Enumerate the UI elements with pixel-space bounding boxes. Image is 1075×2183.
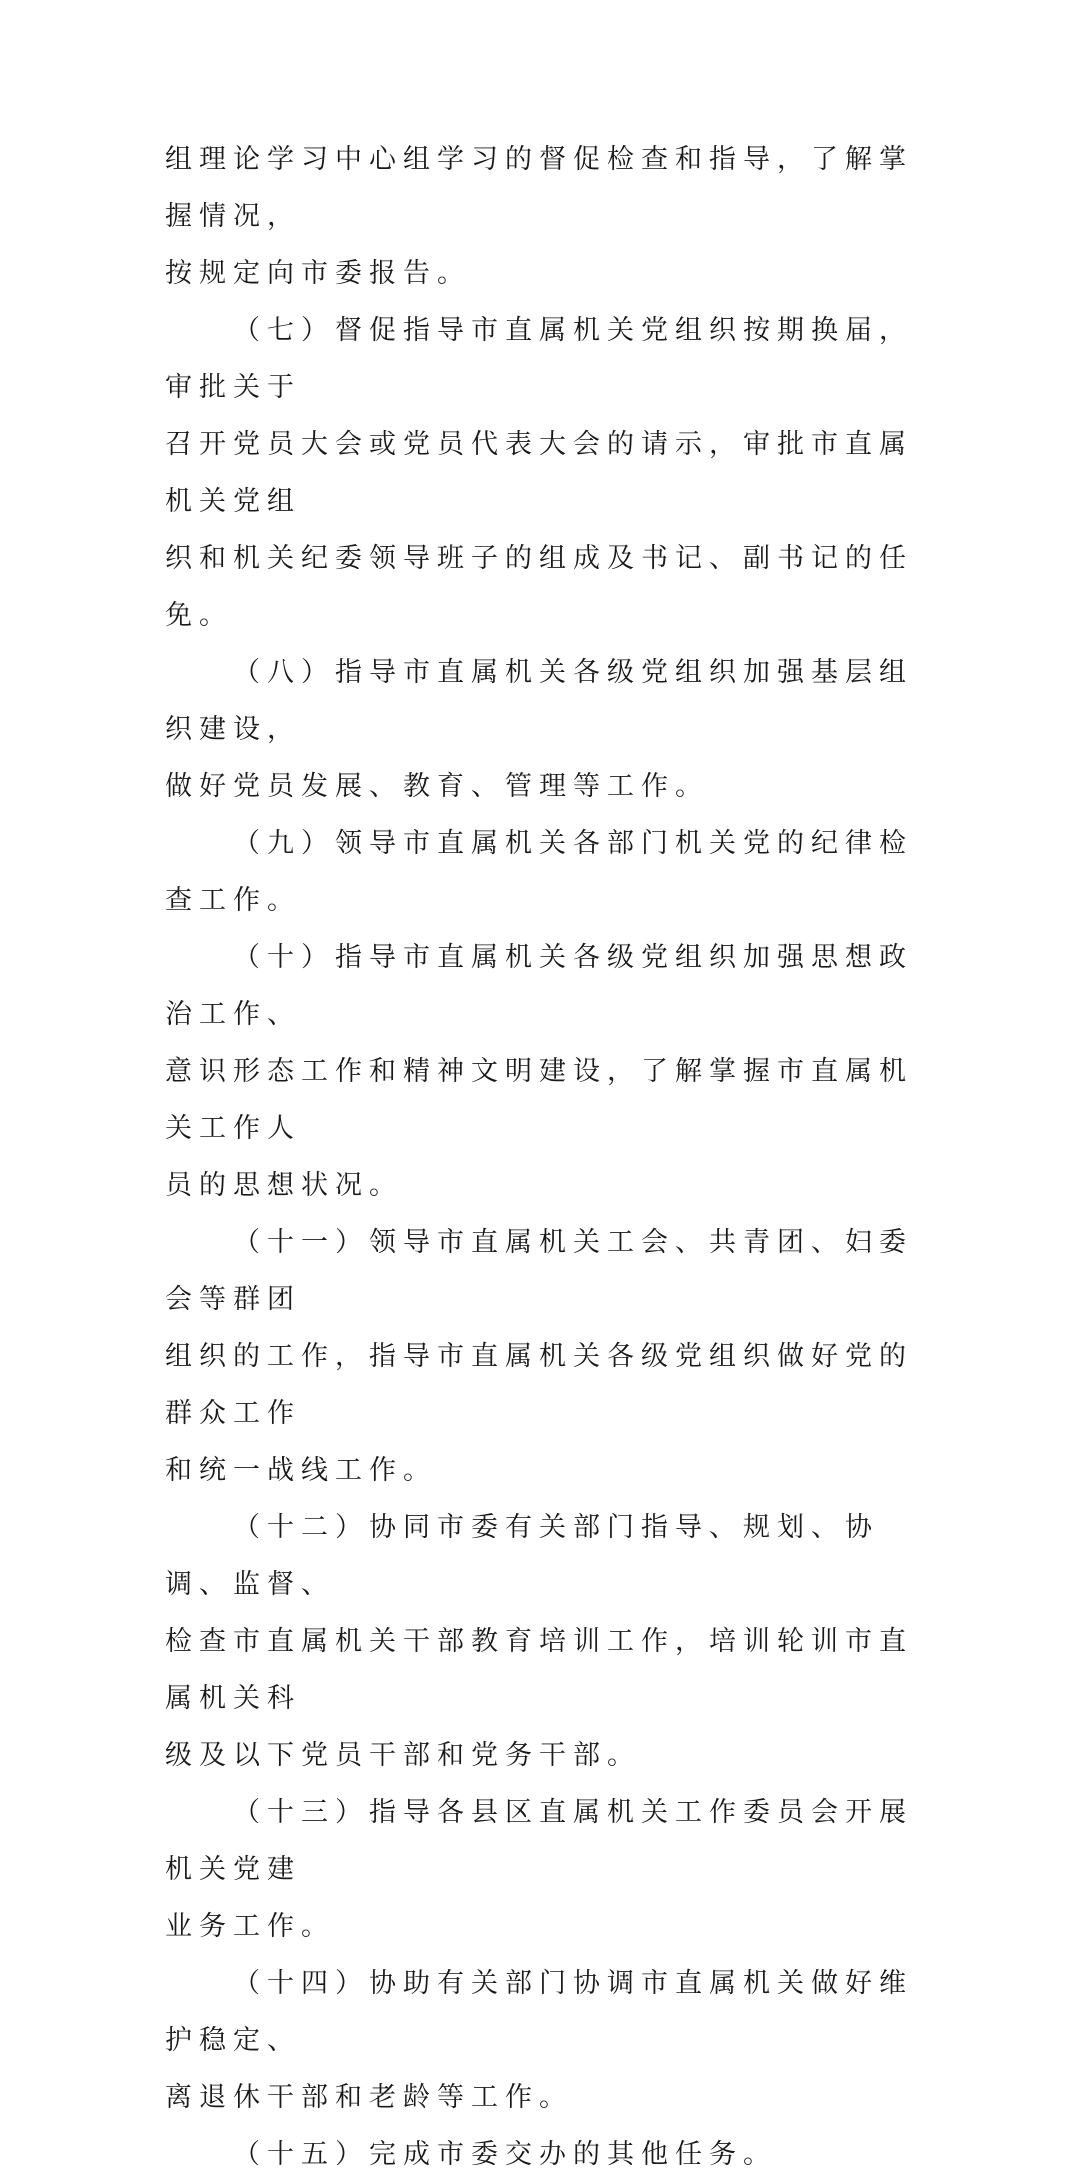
- text-line: （九）领导市直属机关各部门机关党的纪律检查工作。: [165, 828, 913, 916]
- paragraph-8: [165, 1784, 925, 1955]
- paragraph-5: [165, 929, 925, 1214]
- paragraph-10: [165, 2126, 925, 2183]
- paragraph-7: [165, 1499, 925, 1784]
- text-line: 做好党员发展、教育、管理等工作。: [165, 771, 709, 802]
- text-line: 业务工作。: [165, 1911, 335, 1942]
- text-line: （十）指导市直属机关各级党组织加强思想政治工作、: [165, 942, 913, 1030]
- text-line: 意识形态工作和精神文明建设，了解掌握市直属机关工作人: [165, 1056, 913, 1144]
- paragraph-6: [165, 1214, 925, 1499]
- text-line: 检查市直属机关干部教育培训工作，培训轮训市直属机关科: [165, 1626, 913, 1714]
- paragraph-9: [165, 1955, 925, 2126]
- text-line: （十一）领导市直属机关工会、共青团、妇委会等群团: [165, 1227, 913, 1315]
- paragraph-3: [165, 644, 925, 815]
- text-line: 组理论学习中心组学习的督促检查和指导，了解掌握情况，: [165, 144, 913, 232]
- document-body: [165, 131, 925, 2183]
- text-line: 织和机关纪委领导班子的组成及书记、副书记的任免。: [165, 543, 913, 631]
- text-line: 组织的工作，指导市直属机关各级党组织做好党的群众工作: [165, 1341, 913, 1429]
- text-line: （八）指导市直属机关各级党组织加强基层组织建设，: [165, 657, 913, 745]
- text-line: 级及以下党员干部和党务干部。: [165, 1740, 641, 1771]
- text-line: 按规定向市委报告。: [165, 258, 471, 289]
- text-line: （十二）协同市委有关部门指导、规划、协调、监督、: [165, 1512, 879, 1600]
- text-line: 召开党员大会或党员代表大会的请示，审批市直属机关党组: [165, 429, 913, 517]
- text-line: （十四）协助有关部门协调市直属机关做好维护稳定、: [165, 1968, 913, 2056]
- text-line: （七）督促指导市直属机关党组织按期换届，审批关于: [165, 315, 913, 403]
- paragraph-1: [165, 131, 925, 302]
- text-line: （十三）指导各县区直属机关工作委员会开展机关党建: [165, 1797, 913, 1885]
- paragraph-4: [165, 815, 925, 929]
- text-line: 和统一战线工作。: [165, 1455, 437, 1486]
- text-line: （十五）完成市委交办的其他任务。: [233, 2139, 777, 2170]
- paragraph-2: [165, 302, 925, 644]
- text-line: 离退休干部和老龄等工作。: [165, 2082, 573, 2113]
- text-line: 员的思想状况。: [165, 1170, 403, 1201]
